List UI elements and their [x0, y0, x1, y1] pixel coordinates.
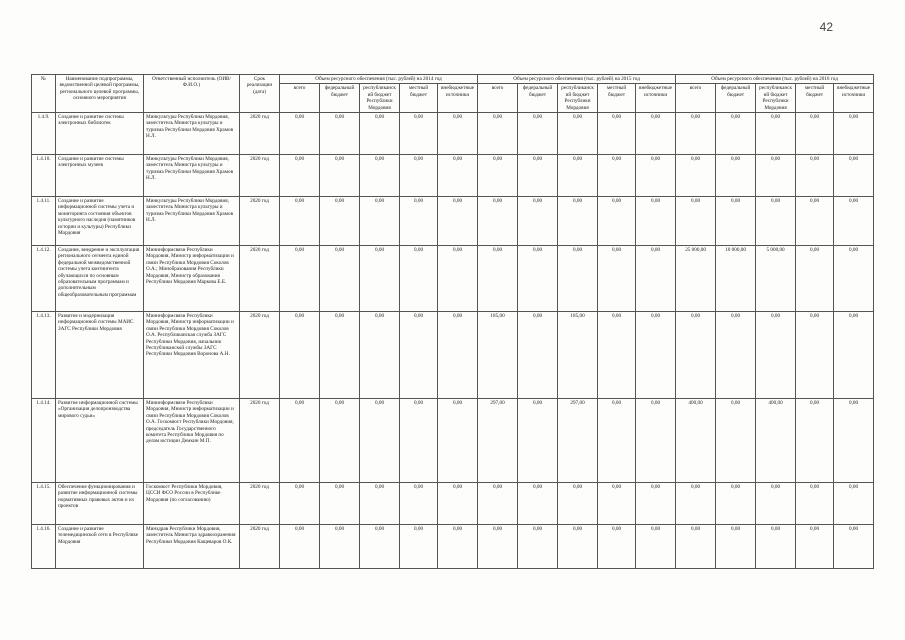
- row-responsible: Минкультуры Республики Мордовия, заместитель Министра культуры и туризма Республики Мордовия Храмов Н.Л.: [144, 155, 240, 197]
- row-value: 0,00: [360, 483, 400, 525]
- row-value: 0,00: [796, 155, 834, 197]
- row-value: 0,00: [320, 246, 360, 312]
- row-responsible: Мининформсвязи Республики Мордовия, Министр информатизации и связи Республики Мордовия Соколов О.А. Госкомюст Республики Мордовия, председатель Государственного комитета Республики Мордовия по делам юстиции Демкин М.П.: [144, 399, 240, 483]
- row-value: 0,00: [478, 155, 518, 197]
- row-value: 0,00: [598, 246, 636, 312]
- row-value: 0,00: [400, 399, 438, 483]
- row-number: 1.4.10.: [32, 155, 56, 197]
- row-responsible: Мининформсвязи Республики Мордовия, Министр информатизации и связи Республики Мордовия Соколов О.А. Республиканская служба ЗАГС Республики Мордовия, начальник Республиканской службы ЗАГС Республики Мордовия Воронова А.Н.: [144, 312, 240, 399]
- row-value: 0,00: [676, 483, 716, 525]
- header-sub-extra: внебюджетные источники: [636, 84, 676, 113]
- resource-table: [31, 74, 874, 569]
- row-value: 0,00: [636, 483, 676, 525]
- row-value: 297,00: [558, 399, 598, 483]
- row-value: 0,00: [756, 525, 796, 569]
- row-value: 0,00: [360, 525, 400, 569]
- row-name: Развитие информационной системы «Организация делопроизводства мирового судьи»: [56, 399, 144, 483]
- row-value: 0,00: [478, 525, 518, 569]
- header-sub-federal: федеральный бюджет: [716, 84, 756, 113]
- row-value: 0,00: [756, 113, 796, 155]
- row-value: 0,00: [438, 246, 478, 312]
- header-group-2015: Объем ресурсного обеспечения (тыс. рублей) на 2015 год: [478, 75, 676, 84]
- table-row: [32, 113, 874, 155]
- header-sub-total: всего: [478, 84, 518, 113]
- row-value: 0,00: [834, 155, 874, 197]
- row-number: 1.4.14.: [32, 399, 56, 483]
- row-number: 1.4.9.: [32, 113, 56, 155]
- row-value: 0,00: [796, 197, 834, 246]
- row-value: 0,00: [756, 483, 796, 525]
- row-name: Развитие и модернизация информационной системы МАИС ЗАГС Республики Мордовия: [56, 312, 144, 399]
- row-number: 1.4.16.: [32, 525, 56, 569]
- row-value: 0,00: [360, 197, 400, 246]
- row-responsible: Минкультуры Республики Мордовия, заместитель Министра культуры и туризма Республики Мордовия Храмов Н.Л.: [144, 197, 240, 246]
- row-value: 0,00: [756, 312, 796, 399]
- row-value: 0,00: [280, 155, 320, 197]
- row-value: 0,00: [598, 525, 636, 569]
- table-row: [32, 155, 874, 197]
- row-value: 0,00: [756, 197, 796, 246]
- row-value: 0,00: [636, 197, 676, 246]
- row-value: 0,00: [716, 483, 756, 525]
- header-sub-local: местный бюджет: [400, 84, 438, 113]
- row-value: 0,00: [796, 113, 834, 155]
- table-body: [32, 113, 874, 569]
- row-value: 0,00: [280, 483, 320, 525]
- row-value: 0,00: [360, 155, 400, 197]
- row-value: 0,00: [438, 155, 478, 197]
- header-name: Наименование подпрограммы, ведомственной целевой программы, регионального целевой программы, основного мероприятия: [56, 75, 144, 113]
- table-row: [32, 246, 874, 312]
- header-term: Срок реализации (дата): [240, 75, 280, 113]
- row-value: 0,00: [796, 525, 834, 569]
- row-value: 0,00: [400, 525, 438, 569]
- row-value: 0,00: [598, 483, 636, 525]
- row-number: 1.4.13.: [32, 312, 56, 399]
- row-value: 0,00: [676, 113, 716, 155]
- row-value: 0,00: [676, 312, 716, 399]
- header-sub-local: местный бюджет: [796, 84, 834, 113]
- header-group-2016: Объем ресурсного обеспечения (тыс. рублей) на 2016 год: [676, 75, 874, 84]
- row-term: 2020 год: [240, 197, 280, 246]
- row-value: 0,00: [834, 312, 874, 399]
- row-value: 0,00: [796, 246, 834, 312]
- row-term: 2020 год: [240, 246, 280, 312]
- header-sub-republic: республиканский бюджет Республики Мордовия: [360, 84, 400, 113]
- row-value: 0,00: [636, 113, 676, 155]
- row-value: 0,00: [400, 483, 438, 525]
- row-name: Обеспечение функционирования и развитие информационной системы нормативных правовых актов и их проектов: [56, 483, 144, 525]
- row-value: 0,00: [478, 113, 518, 155]
- row-value: 0,00: [796, 399, 834, 483]
- row-term: 2020 год: [240, 113, 280, 155]
- table-row: [32, 399, 874, 483]
- row-value: 0,00: [400, 113, 438, 155]
- row-value: 0,00: [598, 312, 636, 399]
- row-value: 0,00: [320, 113, 360, 155]
- row-value: 0,00: [280, 399, 320, 483]
- row-value: 0,00: [558, 197, 598, 246]
- row-value: 0,00: [478, 483, 518, 525]
- row-value: 0,00: [360, 399, 400, 483]
- row-value: 0,00: [360, 246, 400, 312]
- row-value: 0,00: [438, 312, 478, 399]
- row-value: 0,00: [558, 246, 598, 312]
- header-sub-total: всего: [280, 84, 320, 113]
- row-name: Создание и развитие информационной системы учета и мониторинга состояния объектов культурного наследия (памятников истории и культуры) Республики Мордовия: [56, 197, 144, 246]
- row-value: 0,00: [598, 113, 636, 155]
- header-sub-extra: внебюджетные источники: [438, 84, 478, 113]
- row-value: 185,00: [558, 312, 598, 399]
- row-value: 0,00: [518, 312, 558, 399]
- row-value: 0,00: [518, 399, 558, 483]
- row-value: 0,00: [438, 483, 478, 525]
- row-value: 0,00: [636, 312, 676, 399]
- row-value: 0,00: [280, 246, 320, 312]
- row-value: 0,00: [438, 525, 478, 569]
- row-value: 0,00: [598, 197, 636, 246]
- row-value: 0,00: [834, 483, 874, 525]
- header-responsible: Ответственный исполнитель (ОИВ/Ф.И.О.): [144, 75, 240, 113]
- row-value: 0,00: [518, 246, 558, 312]
- row-value: 0,00: [636, 155, 676, 197]
- header-sub-local: местный бюджет: [598, 84, 636, 113]
- row-value: 297,00: [478, 399, 518, 483]
- row-value: 0,00: [518, 113, 558, 155]
- row-name: Создание и развитие телемедицинской сети в Республике Мордовия: [56, 525, 144, 569]
- header-no: №: [32, 75, 56, 113]
- row-value: 0,00: [558, 155, 598, 197]
- row-value: 0,00: [280, 197, 320, 246]
- row-value: 0,00: [438, 113, 478, 155]
- row-value: 0,00: [636, 399, 676, 483]
- table-row: [32, 197, 874, 246]
- row-responsible: Минкультуры Республики Мордовия, заместитель Министра культуры и туризма Республики Мордовия Храмов Н.Л.: [144, 113, 240, 155]
- row-value: 0,00: [676, 197, 716, 246]
- row-value: 0,00: [558, 113, 598, 155]
- row-value: 0,00: [716, 525, 756, 569]
- row-value: 0,00: [360, 312, 400, 399]
- row-value: 0,00: [518, 155, 558, 197]
- row-value: 0,00: [400, 197, 438, 246]
- row-value: 0,00: [716, 399, 756, 483]
- row-value: 0,00: [438, 197, 478, 246]
- page-number: 42: [819, 20, 833, 34]
- row-value: 0,00: [796, 312, 834, 399]
- row-value: 0,00: [400, 155, 438, 197]
- row-value: 5 000,00: [756, 246, 796, 312]
- row-value: 0,00: [834, 246, 874, 312]
- row-value: 0,00: [558, 483, 598, 525]
- row-value: 0,00: [400, 312, 438, 399]
- row-value: 0,00: [598, 399, 636, 483]
- row-value: 0,00: [796, 483, 834, 525]
- table-row: [32, 312, 874, 399]
- header-sub-extra: внебюджетные источники: [834, 84, 874, 113]
- header-row-groups: [32, 75, 874, 84]
- row-number: 1.4.11.: [32, 197, 56, 246]
- row-value: 0,00: [320, 312, 360, 399]
- header-sub-federal: федеральный бюджет: [320, 84, 360, 113]
- header-sub-republic: республиканский бюджет Республики Мордовия: [558, 84, 598, 113]
- row-value: 185,00: [478, 312, 518, 399]
- header-sub-federal: федеральный бюджет: [518, 84, 558, 113]
- row-number: 1.4.12.: [32, 246, 56, 312]
- row-value: 0,00: [636, 525, 676, 569]
- row-value: 0,00: [834, 525, 874, 569]
- row-value: 0,00: [716, 312, 756, 399]
- table-row: [32, 525, 874, 569]
- row-value: 0,00: [320, 197, 360, 246]
- row-value: 0,00: [716, 113, 756, 155]
- row-value: 0,00: [716, 155, 756, 197]
- row-value: 0,00: [320, 155, 360, 197]
- row-value: 0,00: [438, 399, 478, 483]
- row-value: 0,00: [360, 113, 400, 155]
- row-value: 0,00: [518, 525, 558, 569]
- row-value: 0,00: [280, 525, 320, 569]
- row-value: 0,00: [518, 197, 558, 246]
- row-number: 1.4.15.: [32, 483, 56, 525]
- header-group-2014: Объем ресурсного обеспечения (тыс. рублей) на 2014 год: [280, 75, 478, 84]
- row-term: 2020 год: [240, 525, 280, 569]
- row-term: 2020 год: [240, 399, 280, 483]
- row-responsible: Мининформсвязи Республики Мордовия, Министр информатизации и связи Республики Мордовия Соколов О.А.; Минобразования Республики Мордовия, Министр образования Республики Мордовия Маркова Е.Е.: [144, 246, 240, 312]
- row-value: 0,00: [834, 197, 874, 246]
- row-responsible: Минздрав Республики Мордовия, заместитель Министра здравоохранения Республики Мордовия Кащеваров О.К.: [144, 525, 240, 569]
- row-value: 0,00: [280, 113, 320, 155]
- row-value: 0,00: [834, 113, 874, 155]
- row-value: 0,00: [558, 525, 598, 569]
- row-value: 0,00: [676, 525, 716, 569]
- row-value: 0,00: [636, 246, 676, 312]
- header-sub-total: всего: [676, 84, 716, 113]
- row-value: 0,00: [320, 399, 360, 483]
- row-value: 0,00: [676, 155, 716, 197]
- row-value: 400,00: [676, 399, 716, 483]
- row-term: 2020 год: [240, 155, 280, 197]
- row-term: 2020 год: [240, 483, 280, 525]
- row-value: 0,00: [478, 246, 518, 312]
- row-value: 400,00: [756, 399, 796, 483]
- row-name: Создание, внедрение и эксплуатация регионального сегмента единой федеральной межведомственной системы учета контингента обучающихся по основным образовательным программам и дополнительным общеобразовательным программам: [56, 246, 144, 312]
- row-name: Создание и развитие системы электронных музеев: [56, 155, 144, 197]
- row-value: 0,00: [280, 312, 320, 399]
- header-sub-republic: республиканский бюджет Республики Мордовия: [756, 84, 796, 113]
- table-row: [32, 483, 874, 525]
- row-value: 0,00: [756, 155, 796, 197]
- row-value: 0,00: [716, 197, 756, 246]
- row-value: 0,00: [518, 483, 558, 525]
- row-responsible: Госкомюст Республики Мордовия, ЦССИ ФСО России в Республике Мордовия (по согласованию): [144, 483, 240, 525]
- row-value: 10 000,00: [716, 246, 756, 312]
- row-value: 0,00: [478, 197, 518, 246]
- row-value: 25 000,00: [676, 246, 716, 312]
- row-term: 2020 год: [240, 312, 280, 399]
- row-name: Создание и развитие системы электронных библиотек: [56, 113, 144, 155]
- row-value: 0,00: [400, 246, 438, 312]
- row-value: 0,00: [320, 483, 360, 525]
- row-value: 0,00: [598, 155, 636, 197]
- row-value: 0,00: [834, 399, 874, 483]
- row-value: 0,00: [320, 525, 360, 569]
